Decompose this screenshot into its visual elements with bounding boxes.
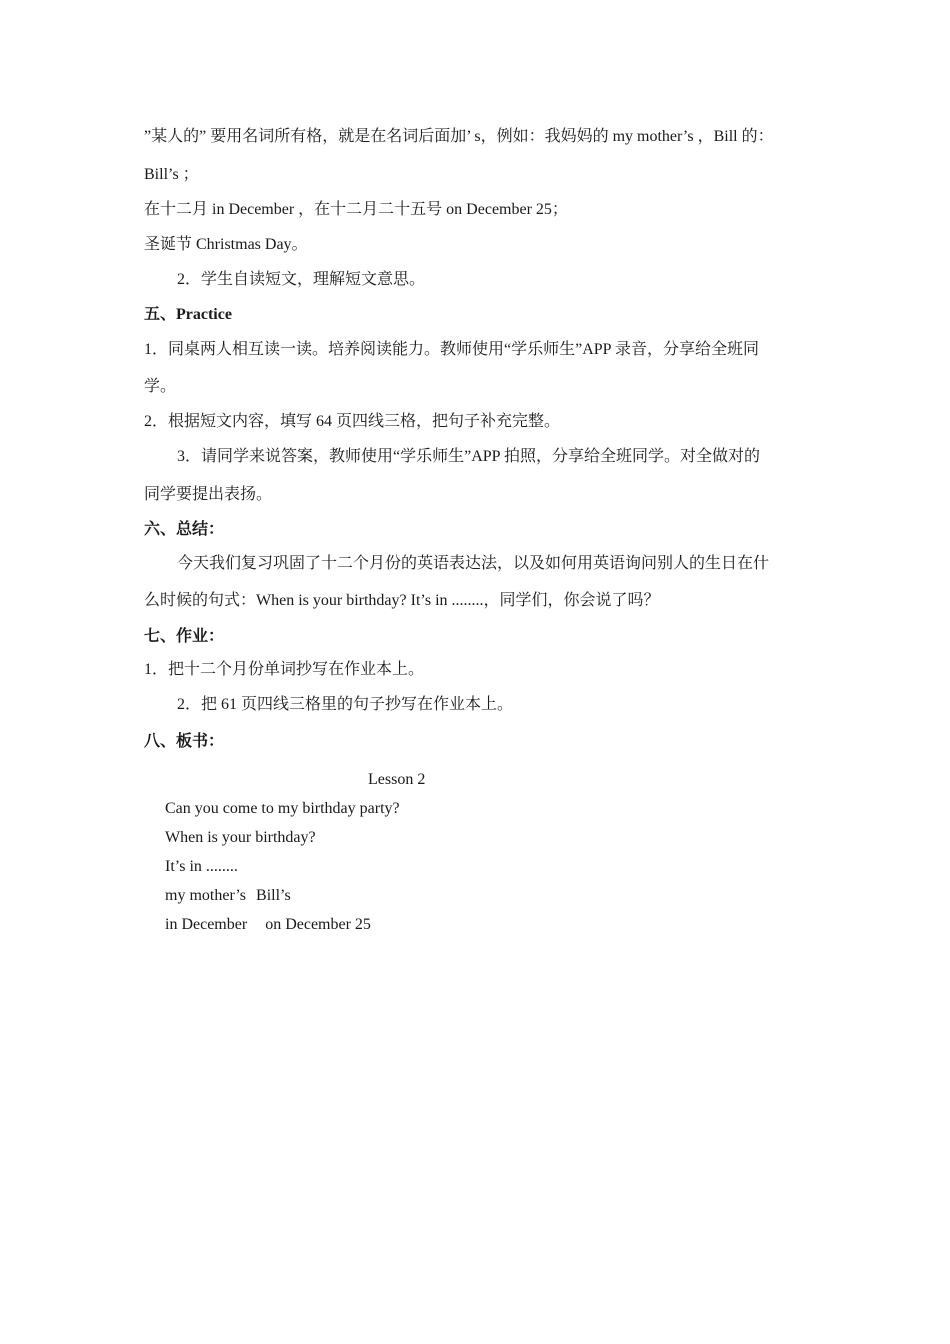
practice-item-3-cont: 同学要提出表扬。 bbox=[144, 486, 273, 503]
blackboard-heading: 八、板书： bbox=[144, 733, 225, 750]
practice-heading: 五、Practice bbox=[144, 306, 232, 323]
practice-item-1: 1．同桌两人相互读一读。培养阅读能力。教师使用“学乐师生”APP 录音，分享给全班同 bbox=[144, 341, 759, 358]
homework-heading: 七、作业： bbox=[144, 628, 225, 645]
possessive-rule-line: ”某人的” 要用名词所有格，就是在名词后面加’ s，例如：我妈妈的 my mother’s ，Bill 的： bbox=[144, 128, 774, 145]
summary-text-cont: 么时候的句式：When is your birthday? It’s in ........，同学们，你会说了吗？ bbox=[144, 592, 660, 609]
blackboard-mothers: my mother’s bbox=[165, 887, 247, 904]
summary-text: 今天我们复习巩固了十二个月份的英语表达法，以及如何用英语询问别人的生日在什 bbox=[177, 555, 770, 572]
blackboard-line-4 bbox=[165, 886, 291, 906]
homework-item-1: 1．把十二个月份单词抄写在作业本上。 bbox=[144, 661, 425, 678]
practice-item-3: 3．请同学来说答案，教师使用“学乐师生”APP 拍照，分享给全班同学。对全做对的 bbox=[177, 448, 760, 465]
homework-item-2: 2．把 61 页四线三格里的句子抄写在作业本上。 bbox=[177, 696, 514, 713]
blackboard-line-1: Can you come to my birthday party? bbox=[165, 800, 400, 817]
blackboard-line-2: When is your birthday? bbox=[165, 829, 316, 846]
blackboard-line-5 bbox=[165, 915, 371, 935]
practice-item-1-cont: 学。 bbox=[144, 378, 177, 395]
blackboard-bills: Bill’s bbox=[256, 887, 291, 904]
possessive-rule-line-cont: Bill’s ； bbox=[144, 166, 199, 183]
blackboard-in-december: in December bbox=[165, 916, 248, 933]
self-reading-step: 2．学生自读短文，理解短文意思。 bbox=[177, 271, 426, 288]
christmas-day-line: 圣诞节 Christmas Day。 bbox=[144, 236, 308, 253]
practice-item-2: 2．根据短文内容，填写 64 页四线三格，把句子补充完整。 bbox=[144, 413, 561, 430]
summary-heading: 六、总结： bbox=[144, 521, 225, 538]
december-phrase-line: 在十二月 in December ，在十二月二十五号 on December 25； bbox=[144, 201, 568, 218]
blackboard-title: Lesson 2 bbox=[368, 771, 426, 788]
blackboard-on-december-25: on December 25 bbox=[265, 916, 371, 933]
blackboard-line-3: It’s in ........ bbox=[165, 858, 238, 875]
